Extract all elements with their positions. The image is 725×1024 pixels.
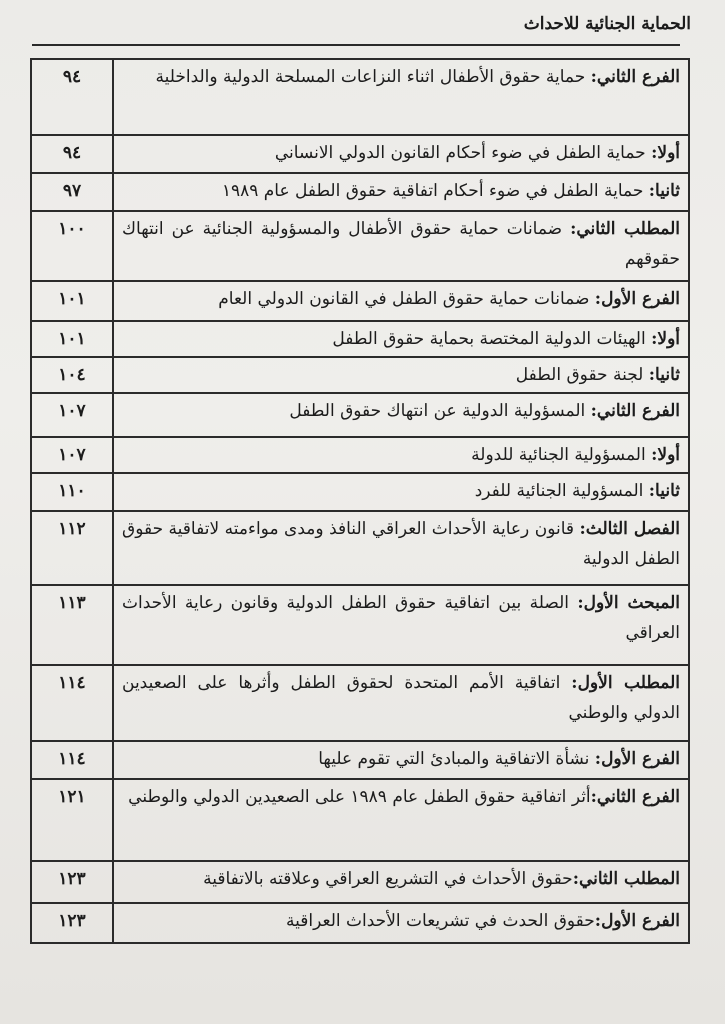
toc-page-number: ١٠٤ <box>31 357 113 393</box>
toc-entry-text: الصلة بين اتفاقية حقوق الطفل الدولية وقانون رعاية الأحداث العراقي <box>122 593 680 643</box>
toc-page-number: ١٠٠ <box>31 211 113 281</box>
toc-entry-title <box>113 779 689 861</box>
toc-entry-text: حقوق الأحداث في التشريع العراقي وعلاقته بالاتفاقية <box>203 869 573 889</box>
toc-entry-label: ثانيا: <box>648 181 680 201</box>
toc-page-number: ١١٣ <box>31 585 113 665</box>
toc-row <box>31 321 689 357</box>
toc-entry-label: الفرع الثاني: <box>590 787 680 807</box>
toc-entry-label: المبحث الأول: <box>577 593 680 613</box>
toc-row <box>31 473 689 511</box>
toc-page-number: ٩٧ <box>31 173 113 211</box>
toc-entry-label: ثانيا: <box>648 365 680 385</box>
toc-row <box>31 437 689 473</box>
toc-entry-text: المسؤولية الدولية عن انتهاك حقوق الطفل <box>289 401 591 421</box>
toc-entry-title <box>113 281 689 321</box>
toc-entry-label: الفرع الأول: <box>594 289 680 309</box>
toc-row <box>31 211 689 281</box>
toc-page-number: ١١٢ <box>31 511 113 585</box>
toc-entry-label: أولا: <box>651 329 680 349</box>
toc-entry-label: الفرع الأول: <box>594 749 680 769</box>
toc-row <box>31 903 689 943</box>
toc-entry-title <box>113 321 689 357</box>
toc-entry-title <box>113 173 689 211</box>
toc-page-number: ١٠٧ <box>31 437 113 473</box>
toc-entry-text: اتفاقية الأمم المتحدة لحقوق الطفل وأثرها على الصعيدين الدولي والوطني <box>122 673 680 723</box>
toc-entry-label: ثانيا: <box>648 481 680 501</box>
toc-entry-title <box>113 437 689 473</box>
toc-entry-title <box>113 59 689 135</box>
toc-entry-title <box>113 861 689 903</box>
toc-page-number: ١٠٧ <box>31 393 113 437</box>
toc-entry-text: أثر اتفاقية حقوق الطفل عام ١٩٨٩ على الصعيدين الدولي والوطني <box>128 787 591 807</box>
toc-row <box>31 511 689 585</box>
toc-row <box>31 741 689 779</box>
toc-row <box>31 779 689 861</box>
toc-entry-text: قانون رعاية الأحداث العراقي النافذ ومدى مواءمته لاتفاقية حقوق الطفل الدولية <box>122 519 680 569</box>
toc-body <box>31 59 689 943</box>
running-header-title: الحماية الجنائية للاحداث <box>523 14 691 34</box>
toc-entry-label: أولا: <box>651 445 680 465</box>
toc-entry-title <box>113 393 689 437</box>
toc-page-number: ٩٤ <box>31 135 113 173</box>
toc-row <box>31 393 689 437</box>
table-of-contents <box>30 58 690 944</box>
toc-entry-text: حماية حقوق الأطفال اثناء النزاعات المسلحة الدولية والداخلية <box>155 67 591 87</box>
toc-entry-text: الهيئات الدولية المختصة بحماية حقوق الطفل <box>332 329 652 349</box>
toc-entry-title <box>113 585 689 665</box>
toc-entry-text: المسؤولية الجنائية للدولة <box>471 445 652 465</box>
toc-entry-text: ضمانات حماية حقوق الطفل في القانون الدولي العام <box>218 289 595 309</box>
toc-entry-title <box>113 473 689 511</box>
toc-row <box>31 861 689 903</box>
toc-entry-text: نشأة الاتفاقية والمبادئ التي تقوم عليها <box>318 749 595 769</box>
toc-row <box>31 585 689 665</box>
toc-entry-title <box>113 741 689 779</box>
toc-entry-text: حماية الطفل في ضوء أحكام اتفاقية حقوق الطفل عام ١٩٨٩ <box>221 181 649 201</box>
toc-entry-title <box>113 357 689 393</box>
toc-row <box>31 281 689 321</box>
toc-entry-title <box>113 135 689 173</box>
toc-entry-title <box>113 903 689 943</box>
toc-page-number: ٩٤ <box>31 59 113 135</box>
toc-row <box>31 59 689 135</box>
toc-entry-title <box>113 665 689 741</box>
toc-entry-text: حقوق الحدث في تشريعات الأحداث العراقية <box>286 911 595 931</box>
toc-entry-label: أولا: <box>651 143 680 163</box>
toc-entry-label: المطلب الثاني: <box>572 869 680 889</box>
toc-page-number: ١٢٣ <box>31 903 113 943</box>
toc-entry-text: لجنة حقوق الطفل <box>515 365 649 385</box>
toc-page-number: ١٠١ <box>31 281 113 321</box>
toc-entry-label: الفرع الثاني: <box>590 67 680 87</box>
toc-entry-title <box>113 511 689 585</box>
toc-entry-text: حماية الطفل في ضوء أحكام القانون الدولي الانساني <box>274 143 652 163</box>
toc-entry-text: ضمانات حماية حقوق الأطفال والمسؤولية الجنائية عن انتهاك حقوقهم <box>122 219 680 269</box>
toc-entry-label: الفصل الثالث: <box>579 519 680 539</box>
toc-page-number: ١١٤ <box>31 741 113 779</box>
toc-page-number: ١٢٣ <box>31 861 113 903</box>
toc-row <box>31 173 689 211</box>
toc-row <box>31 135 689 173</box>
toc-entry-title <box>113 211 689 281</box>
toc-page-number: ١١٤ <box>31 665 113 741</box>
toc-page-number: ١١٠ <box>31 473 113 511</box>
toc-entry-label: الفرع الأول: <box>594 911 680 931</box>
toc-row <box>31 357 689 393</box>
toc-entry-text: المسؤولية الجنائية للفرد <box>474 481 649 501</box>
toc-row <box>31 665 689 741</box>
toc-page-number: ١٢١ <box>31 779 113 861</box>
toc-page-number: ١٠١ <box>31 321 113 357</box>
toc-entry-label: المطلب الثاني: <box>570 219 680 239</box>
header-divider <box>32 44 680 46</box>
toc-entry-label: المطلب الأول: <box>571 673 680 693</box>
toc-entry-label: الفرع الثاني: <box>590 401 680 421</box>
